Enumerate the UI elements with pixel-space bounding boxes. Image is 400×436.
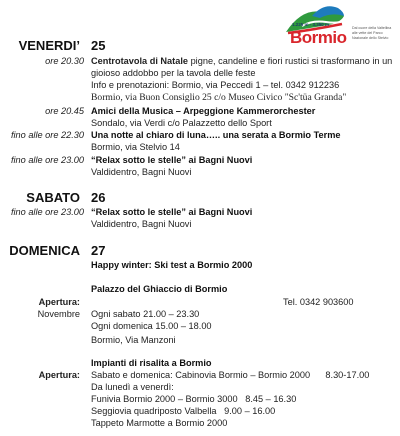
event-title: Centrotavola di Natale: [91, 56, 189, 66]
bormio-logo: [282, 2, 394, 50]
date-friday: 25: [91, 38, 106, 53]
logo-tagline-1: Dal cuore della Valtellina: [352, 26, 392, 30]
section-title: Palazzo del Ghiaccio di Bormio: [91, 284, 228, 294]
apertura-label: Apertura:: [38, 297, 80, 307]
schedule-line: Seggiovia quadriposto Valbella 9.00 – 16.00: [91, 406, 276, 416]
event-line: Bormio, via Stelvio 14: [91, 142, 180, 152]
event-time: ore 20.30: [45, 56, 84, 66]
event-line: [91, 56, 392, 66]
event-time: ore 20.45: [45, 106, 84, 116]
day-friday: VENERDI’: [18, 38, 80, 53]
date-saturday: 26: [91, 190, 106, 205]
event-line: Valdidentro, Bagni Nuovi: [91, 167, 192, 177]
event-line: Valdidentro, Bagni Nuovi: [91, 219, 192, 229]
schedule-line: Funivia Bormio 2000 – Bormio 3000 8.45 – 16.30: [91, 394, 297, 404]
schedule-line: Ogni sabato 21.00 – 23.30: [91, 309, 200, 319]
schedule-line: Ogni domenica 15.00 – 18.00: [91, 321, 212, 331]
event-line: Bormio, via Buon Consiglio 25 c/o Museo Civico "Sc'tüa Granda": [91, 92, 347, 103]
event-title: Una notte al chiaro di luna….. una serata a Bormio Terme: [91, 130, 341, 140]
schedule-line: Bormio, Via Manzoni: [91, 335, 176, 345]
event-title: Happy winter: Ski test a Bormio 2000: [91, 260, 253, 270]
day-saturday: SABATO: [26, 190, 80, 205]
event-desc: pigne, candeline e fiori rustici si trasformano in un: [188, 56, 393, 66]
logo-name: Bormio: [290, 28, 347, 47]
event-time: fino alle ore 23.00: [10, 207, 84, 217]
phone-number: Tel. 0342 903600: [283, 297, 354, 307]
event-title: Amici della Musica – Arpeggione Kammerorchester: [91, 106, 316, 116]
schedule-line: Tappeto Marmotte a Bormio 2000: [91, 418, 228, 428]
schedule-line: Sabato e domenica: Cabinovia Bormio – Bormio 2000 8.30-17.00: [91, 370, 370, 380]
date-sunday: 27: [91, 243, 106, 258]
event-line: gioioso addobbo per la tavola delle feste: [91, 68, 256, 78]
event-line: Info e prenotazioni: Bormio, via Peccedi 1 – tel. 0342 912236: [91, 80, 340, 90]
event-title: “Relax sotto le stelle” ai Bagni Nuovi: [91, 207, 253, 217]
event-time: fino alle ore 22.30: [10, 130, 84, 140]
logo-tagline-3: Nazionale dello Stelvio: [352, 36, 389, 40]
logo-altitude: 1.225 m - 3.350 m: [292, 22, 330, 27]
schedule-line: Da lunedì a venerdì:: [91, 382, 174, 392]
event-title: “Relax sotto le stelle” ai Bagni Nuovi: [91, 155, 253, 165]
apertura-label: Apertura:: [38, 370, 80, 380]
month-label: Novembre: [37, 309, 80, 319]
event-time: fino alle ore 23.00: [10, 155, 84, 165]
event-line: Sondalo, via Verdi c/o Palazzetto dello Sport: [91, 118, 272, 128]
logo-tagline-2: alle vette del Parco: [352, 31, 383, 35]
day-sunday: DOMENICA: [9, 243, 80, 258]
section-title: Impianti di risalita a Bormio: [91, 358, 212, 368]
